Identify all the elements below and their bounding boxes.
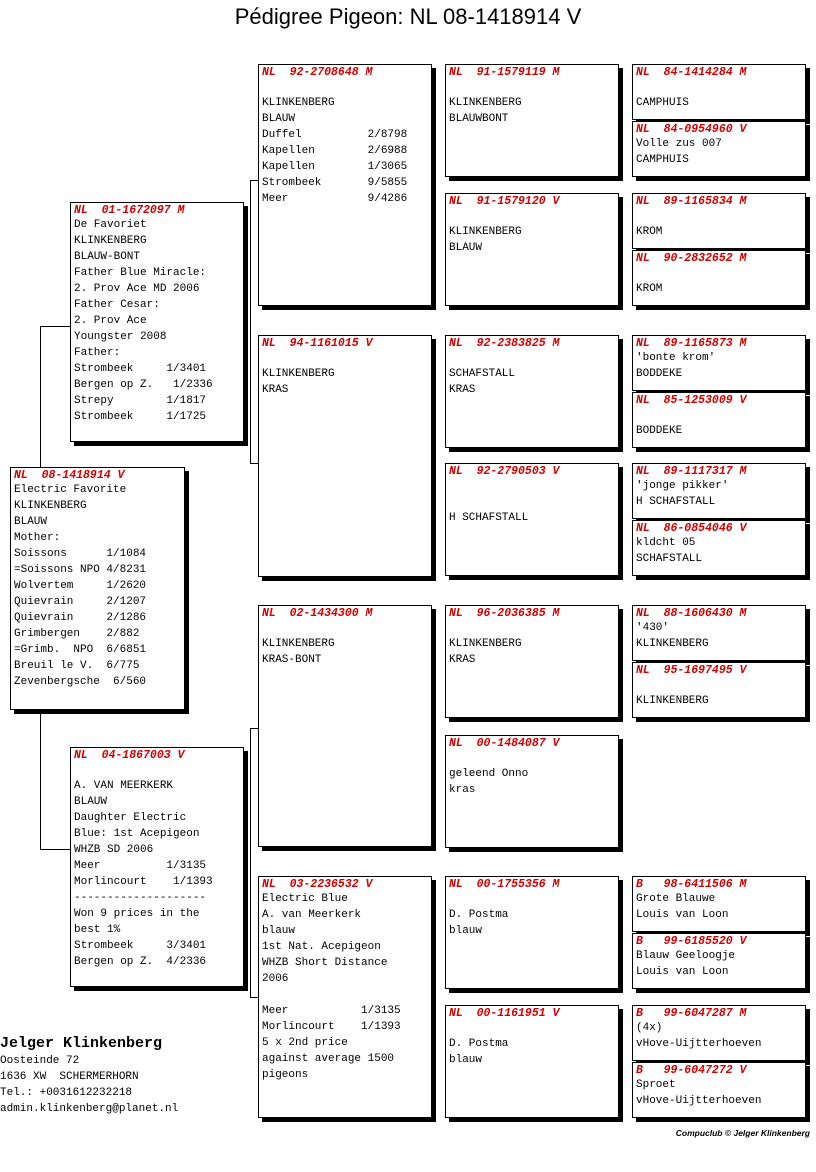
detail-line: kras bbox=[449, 784, 476, 796]
ring-number: NL 86-0854046 V bbox=[636, 522, 747, 535]
detail-line: Quievrain 2/1207 bbox=[14, 596, 147, 608]
detail-line: vHove-Uijtterhoeven bbox=[636, 1095, 762, 1107]
detail-line: Sproet bbox=[636, 1079, 676, 1091]
detail-line: A. van Meerkerk bbox=[262, 909, 362, 921]
pigeon-card-fmm bbox=[445, 463, 619, 576]
pigeon-card-mfm bbox=[445, 735, 619, 848]
ring-number: NL 08-1418914 V bbox=[14, 469, 125, 482]
pigeon-details bbox=[446, 891, 618, 939]
detail-line: KLINKENBERG bbox=[449, 638, 522, 650]
detail-line: Youngster 2008 bbox=[74, 331, 167, 343]
detail-line: Duffel 2/8798 bbox=[262, 129, 408, 141]
pigeon-card-g6 bbox=[632, 392, 806, 448]
detail-line: Morlincourt 1/1393 bbox=[262, 1021, 401, 1033]
detail-line: KLINKENBERG bbox=[449, 226, 522, 238]
detail-line: '430' bbox=[636, 622, 670, 634]
detail-line: KLINKENBERG bbox=[74, 235, 147, 247]
detail-line bbox=[449, 494, 618, 510]
ring-number: NL 02-1434300 M bbox=[262, 607, 373, 620]
pigeon-card-g2 bbox=[632, 121, 806, 177]
detail-line: D. Postma bbox=[449, 1038, 509, 1050]
detail-line: KLINKENBERG bbox=[262, 97, 335, 109]
detail-line: Won 9 prices in the bbox=[74, 908, 200, 920]
pigeon-card-g9 bbox=[632, 605, 806, 661]
owner-phone: Tel.: +0031612232218 bbox=[0, 1087, 133, 1099]
detail-line: Strombeek 1/1725 bbox=[74, 411, 207, 423]
detail-line: Blauw Geeloogje bbox=[636, 950, 736, 962]
detail-line: Breuil le V. 6/775 bbox=[14, 660, 140, 672]
detail-line: Soissons 1/1084 bbox=[14, 548, 147, 560]
detail-line bbox=[74, 762, 243, 778]
detail-line: Louis van Loon bbox=[636, 909, 729, 921]
pigeon-details bbox=[633, 948, 805, 980]
detail-line: blauw bbox=[449, 925, 483, 937]
detail-line: KROM bbox=[636, 283, 663, 295]
pigeon-card-g7 bbox=[632, 463, 806, 519]
pigeon-card-fmf bbox=[445, 335, 619, 448]
pigeon-details bbox=[259, 620, 431, 668]
detail-line: pigeons bbox=[262, 1069, 309, 1081]
detail-line: Grote Blauwe bbox=[636, 893, 716, 905]
pigeon-card-g15 bbox=[632, 1005, 806, 1061]
pigeon-card-g1 bbox=[632, 64, 806, 120]
detail-line bbox=[449, 79, 618, 95]
pigeon-card-mother bbox=[70, 747, 244, 987]
detail-line: blauw bbox=[449, 1054, 483, 1066]
pigeon-card-g3 bbox=[632, 193, 806, 249]
detail-line: Blue: 1st Acepigeon bbox=[74, 828, 200, 840]
ring-number: NL 91-1579119 M bbox=[449, 66, 560, 79]
detail-line bbox=[449, 478, 618, 494]
detail-line: Strombeek 1/3401 bbox=[74, 363, 207, 375]
ring-number: NL 95-1697495 V bbox=[636, 664, 747, 677]
ring-number: NL 00-1161951 V bbox=[449, 1007, 560, 1020]
ring-number: NL 89-1117317 M bbox=[636, 465, 747, 478]
owner-email: admin.klinkenberg@planet.nl bbox=[0, 1103, 179, 1115]
detail-line: blauw bbox=[262, 925, 296, 937]
detail-line: 'jonge pikker' bbox=[636, 480, 729, 492]
pigeon-details bbox=[633, 407, 805, 439]
pigeon-details bbox=[633, 79, 805, 111]
ring-number: NL 00-1484087 V bbox=[449, 737, 560, 750]
detail-line bbox=[449, 208, 618, 224]
detail-line: D. Postma bbox=[449, 909, 509, 921]
detail-line: Electric Blue bbox=[262, 893, 348, 905]
detail-line: WHZB SD 2006 bbox=[74, 844, 154, 856]
ring-number: NL 92-2383825 M bbox=[449, 337, 560, 350]
pigeon-card-mmm bbox=[445, 1005, 619, 1118]
pigeon-details bbox=[446, 750, 618, 798]
ring-number: NL 94-1161015 V bbox=[262, 337, 373, 350]
pigeon-card-g8 bbox=[632, 520, 806, 576]
detail-line: 2. Prov Ace MD 2006 bbox=[74, 283, 200, 295]
copyright-note: Compuclub © Jelger Klinkenberg bbox=[675, 1128, 810, 1138]
detail-line: KRAS-BONT bbox=[262, 654, 322, 666]
owner-address: Oosteinde 72 bbox=[0, 1055, 80, 1067]
detail-line bbox=[262, 79, 431, 95]
detail-line: WHZB Short Distance bbox=[262, 957, 388, 969]
detail-line: Bergen op Z. 1/2336 bbox=[74, 379, 213, 391]
ring-number: B 98-6411506 M bbox=[636, 878, 747, 891]
detail-line: Quievrain 2/1286 bbox=[14, 612, 147, 624]
detail-line: KRAS bbox=[449, 384, 476, 396]
ring-number: NL 91-1579120 V bbox=[449, 195, 560, 208]
pigeon-details bbox=[633, 535, 805, 567]
ring-number: NL 01-1672097 M bbox=[74, 204, 185, 217]
detail-line: KLINKENBERG bbox=[262, 638, 335, 650]
detail-line: KROM bbox=[636, 226, 663, 238]
detail-line: Electric Favorite bbox=[14, 484, 127, 496]
ring-number: NL 85-1253009 V bbox=[636, 394, 747, 407]
detail-line bbox=[449, 350, 618, 366]
detail-line bbox=[262, 620, 431, 636]
pigeon-details bbox=[446, 79, 618, 127]
detail-line: kldcht 05 bbox=[636, 537, 696, 549]
detail-line: Morlincourt 1/1393 bbox=[74, 876, 213, 888]
pigeon-card-g14 bbox=[632, 933, 806, 989]
detail-line: BLAUW bbox=[449, 242, 483, 254]
detail-line: Meer 1/3135 bbox=[262, 1005, 401, 1017]
pigeon-card-fm bbox=[258, 335, 432, 577]
pigeon-details bbox=[633, 1077, 805, 1109]
detail-line bbox=[262, 350, 431, 366]
detail-line bbox=[636, 265, 805, 281]
ring-number: NL 03-2236532 V bbox=[262, 878, 373, 891]
detail-line: 2006 bbox=[262, 973, 289, 985]
detail-line: Kapellen 1/3065 bbox=[262, 161, 408, 173]
detail-line: 2. Prov Ace bbox=[74, 315, 147, 327]
pigeon-details bbox=[446, 350, 618, 398]
detail-line: BLAUWBONT bbox=[449, 113, 509, 125]
detail-line: Louis van Loon bbox=[636, 966, 729, 978]
detail-line: Mother: bbox=[14, 532, 61, 544]
pigeon-details bbox=[446, 208, 618, 256]
ring-number: NL 00-1755356 M bbox=[449, 878, 560, 891]
pigeon-card-mff bbox=[445, 605, 619, 718]
detail-line bbox=[449, 620, 618, 636]
detail-line: Strepy 1/1817 bbox=[74, 395, 207, 407]
pigeon-details bbox=[446, 620, 618, 668]
pigeon-card-fff bbox=[445, 64, 619, 177]
pigeon-details bbox=[259, 79, 431, 207]
pigeon-details bbox=[633, 677, 805, 709]
ring-number: NL 96-2036385 M bbox=[449, 607, 560, 620]
pigeon-card-ffm bbox=[445, 193, 619, 306]
pigeon-details bbox=[633, 350, 805, 382]
detail-line bbox=[636, 677, 805, 693]
pigeon-card-g10 bbox=[632, 662, 806, 718]
detail-line: Father Blue Miracle: bbox=[74, 267, 207, 279]
detail-line: 1st Nat. Acepigeon bbox=[262, 941, 381, 953]
detail-line: Volle zus 007 bbox=[636, 138, 722, 150]
pigeon-details bbox=[633, 208, 805, 240]
detail-line: (4x) bbox=[636, 1022, 663, 1034]
pigeon-details bbox=[11, 482, 184, 690]
detail-line: SCHAFSTALL bbox=[636, 553, 703, 565]
detail-line: Kapellen 2/6988 bbox=[262, 145, 408, 157]
page-title: Pédigree Pigeon: NL 08-1418914 V bbox=[234, 4, 582, 29]
detail-line: Meer 1/3135 bbox=[74, 860, 207, 872]
ring-number: NL 04-1867003 V bbox=[74, 749, 185, 762]
owner-name: Jelger Klinkenberg bbox=[0, 1035, 163, 1052]
detail-line bbox=[449, 750, 618, 766]
pigeon-details bbox=[633, 265, 805, 297]
ring-number: B 99-6047272 V bbox=[636, 1064, 747, 1077]
owner-block bbox=[0, 1035, 178, 1117]
pigeon-card-mf bbox=[258, 605, 432, 847]
detail-line: BLAUW bbox=[14, 516, 48, 528]
pigeon-details bbox=[259, 891, 431, 1083]
detail-line: KLINKENBERG bbox=[14, 500, 87, 512]
detail-line: Grimbergen 2/882 bbox=[14, 628, 140, 640]
detail-line: De Favoriet bbox=[74, 219, 147, 231]
ring-number: NL 92-2790503 V bbox=[449, 465, 560, 478]
detail-line: KLINKENBERG bbox=[636, 695, 709, 707]
pigeon-card-father bbox=[70, 202, 244, 442]
ring-number: NL 84-0954960 V bbox=[636, 123, 747, 136]
detail-line: Father Cesar: bbox=[74, 299, 160, 311]
pigeon-card-g5 bbox=[632, 335, 806, 391]
detail-line: =Grimb. NPO 6/6851 bbox=[14, 644, 147, 656]
pigeon-details bbox=[446, 1020, 618, 1068]
detail-line: vHove-Uijtterhoeven bbox=[636, 1038, 762, 1050]
detail-line: -------------------- bbox=[74, 892, 207, 904]
detail-line bbox=[262, 987, 431, 1003]
detail-line: KRAS bbox=[262, 384, 289, 396]
detail-line: Daughter Electric bbox=[74, 812, 187, 824]
detail-line: Father: bbox=[74, 347, 121, 359]
detail-line: Strombeek 9/5855 bbox=[262, 177, 408, 189]
owner-city: 1636 XW SCHERMERHORN bbox=[0, 1071, 139, 1083]
pigeon-details bbox=[71, 217, 243, 425]
detail-line: Bergen op Z. 4/2336 bbox=[74, 956, 207, 968]
pigeon-details bbox=[259, 350, 431, 398]
pigeon-card-g16 bbox=[632, 1062, 806, 1118]
detail-line: BLAUW bbox=[74, 796, 108, 808]
detail-line: 5 x 2nd price bbox=[262, 1037, 348, 1049]
ring-number: NL 88-1606430 M bbox=[636, 607, 747, 620]
pigeon-card-g13 bbox=[632, 876, 806, 932]
detail-line: H SCHAFSTALL bbox=[449, 512, 529, 524]
detail-line: against average 1500 bbox=[262, 1053, 395, 1065]
detail-line: Meer 9/4286 bbox=[262, 193, 408, 205]
detail-line: KLINKENBERG bbox=[262, 368, 335, 380]
detail-line: KLINKENBERG bbox=[449, 97, 522, 109]
detail-line: CAMPHUIS bbox=[636, 97, 689, 109]
detail-line bbox=[449, 891, 618, 907]
detail-line: KRAS bbox=[449, 654, 476, 666]
detail-line: geleend Onno bbox=[449, 768, 529, 780]
detail-line: KLINKENBERG bbox=[636, 638, 709, 650]
detail-line: =Soissons NPO 4/8231 bbox=[14, 564, 147, 576]
detail-line bbox=[636, 208, 805, 224]
ring-number: NL 92-2708648 M bbox=[262, 66, 373, 79]
detail-line bbox=[636, 79, 805, 95]
detail-line: SCHAFSTALL bbox=[449, 368, 516, 380]
pigeon-card-subject bbox=[10, 467, 185, 710]
ring-number: NL 89-1165873 M bbox=[636, 337, 747, 350]
detail-line: Wolvertem 1/2620 bbox=[14, 580, 147, 592]
detail-line: BLAUW bbox=[262, 113, 296, 125]
detail-line: Zevenbergsche 6/560 bbox=[14, 676, 147, 688]
pigeon-details bbox=[633, 891, 805, 923]
pigeon-card-g4 bbox=[632, 250, 806, 306]
ring-number: NL 84-1414284 M bbox=[636, 66, 747, 79]
detail-line: BLAUW-BONT bbox=[74, 251, 141, 263]
ring-number: NL 90-2832652 M bbox=[636, 252, 747, 265]
pigeon-card-mm bbox=[258, 876, 432, 1118]
pigeon-card-ff bbox=[258, 64, 432, 306]
pigeon-details bbox=[71, 762, 243, 970]
ring-number: B 99-6047287 M bbox=[636, 1007, 747, 1020]
detail-line bbox=[636, 407, 805, 423]
detail-line: BODDEKE bbox=[636, 368, 683, 380]
detail-line: CAMPHUIS bbox=[636, 154, 689, 166]
pigeon-details bbox=[633, 1020, 805, 1052]
pigeon-details bbox=[633, 620, 805, 652]
pigeon-details bbox=[633, 136, 805, 168]
detail-line: A. VAN MEERKERK bbox=[74, 780, 174, 792]
detail-line: 'bonte krom' bbox=[636, 352, 716, 364]
detail-line: best 1% bbox=[74, 924, 121, 936]
detail-line: H SCHAFSTALL bbox=[636, 496, 716, 508]
ring-number: NL 89-1165834 M bbox=[636, 195, 747, 208]
detail-line: BODDEKE bbox=[636, 425, 683, 437]
pigeon-card-mmf bbox=[445, 876, 619, 989]
detail-line bbox=[449, 1020, 618, 1036]
pigeon-details bbox=[633, 478, 805, 510]
pigeon-details bbox=[446, 478, 618, 526]
ring-number: B 99-6185520 V bbox=[636, 935, 747, 948]
detail-line: Strombeek 3/3401 bbox=[74, 940, 207, 952]
